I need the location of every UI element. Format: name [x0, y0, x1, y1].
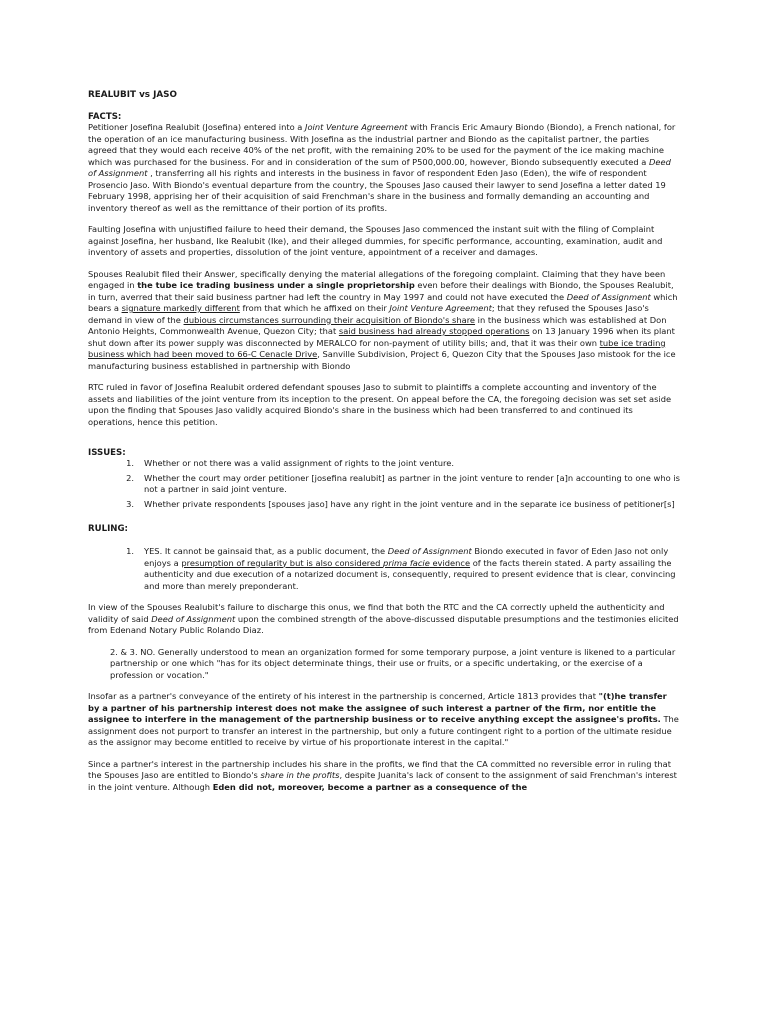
- ruling-paragraph-4: Since a partner's interest in the partnership includes his share in the profits, we find that the CA committed no reversible error in ruling that the Spouses Jaso are entitled to Biondo's share in the profits, despite Juanita's lack of consent to the assignment of said Frenchman's interest in the joint venture. Although Eden did not, moreover, become a partner as a consequence of the: [88, 758, 677, 792]
- ruling-item-2-3: 2. & 3. NO. Generally understood to mean an organization formed for some temporary purpose, a joint venture is likened to a particular partnership or one which "has for its object determinate things, their use or fruits, or a specific undertaking, or the exercise of a profession or vocation.": [110, 646, 676, 680]
- list-item: 3. Whether private respondents [spouses jaso] have any right in the joint venture and in the separate ice business of petitioner[s]: [126, 498, 675, 509]
- facts-paragraph-1: Petitioner Josefina Realubit (Josefina) entered into a Joint Venture Agreement with Francis Eric Amaury Biondo (Biondo), a French national, for the operation of an ice manufacturing business. With Josefina as the industrial partner and Biondo as the capitalist partner, the parties agreed that they would each receive 40% of the net profit, with the remaining 20% to be used for the payment of the ice making machine which was purchased for the business. For and in consideration of the sum of P500,000.00, however, Biondo subsequently executed a Deed of Assignment , transferring all his rights and interests in the business in favor of respondent Eden Jaso (Eden), the wife of respondent Prosencio Jaso. With Biondo's eventual departure from the country, the Spouses Jaso caused their lawyer to send Josefina a letter dated 19 February 1998, apprising her of their acquisition of said Frenchman's share in the business and formally demanding an accounting and inventory thereof as well as the remittance of their portion of its profits.: [88, 122, 676, 213]
- ruling-heading: RULING:: [88, 524, 128, 534]
- facts-paragraph-4: RTC ruled in favor of Josefina Realubit ordered defendant spouses Jaso to submit to plaintiffs a complete accounting and inventory of the assets and liabilities of the joint venture from its inception to the present. On appeal before the CA, the foregoing decision was set set aside upon the finding that Spouses Jaso validly acquired Biondo's share in the business which had been transferred to and continued its operations, hence this petition.: [88, 382, 672, 427]
- issues-list: [88, 458, 680, 510]
- facts-paragraph-2: Faulting Josefina with unjustified failure to heed their demand, the Spouses Jaso commenced the instant suit with the filing of Complaint against Josefina, her husband, Ike Realubit (Ike), and their alleged dummies, for specific performance, accounting, examination, audit and inventory of assets and properties, dissolution of the joint venture, appointment of a receiver and damages.: [88, 224, 663, 257]
- list-item: 2. Whether the court may order petitioner [josefina realubit] as partner in the joint venture to render [a]n accounting to one who is not a partner in said joint venture.: [126, 472, 680, 494]
- facts-paragraph-3: Spouses Realubit filed their Answer, specifically denying the material allegations of the foregoing complaint. Claiming that they have been engaged in the tube ice trading business under a single proprietorship even before their dealings with Biondo, the Spouses Realubit, in turn, averred that their said business partner had left the country in May 1997 and could not have executed the Deed of Assignment which bears a signature markedly different from that which he affixed on their Joint Venture Agreement; that they refused the Spouses Jaso's demand in view of the dubious circumstances surrounding their acquisition of Biondo's share in the business which was established at Don Antonio Heights, Commonwealth Avenue, Quezon City; that said business had already stopped operations on 13 January 1996 when its plant shut down after its power supply was disconnected by MERALCO for non-payment of utility bills; and, that it was their own tube ice trading business which had been moved to 66-C Cenacle Drive, Sanville Subdivision, Project 6, Quezon City that the Spouses Jaso mistook for the ice manufacturing business established in partnership with Biondo: [88, 268, 678, 371]
- issues-heading: ISSUES:: [88, 448, 126, 458]
- ruling-paragraph-3: Insofar as a partner's conveyance of the entirety of his interest in the partnership is concerned, Article 1813 provides that "(t)he transfer by a partner of his partnership interest does not make the assignee of such interest a partner of the firm, nor entitle the assignee to interfere in the management of the partnership business or to receive anything except the assignee's profits. The assignment does not purport to transfer an interest in the partnership, but only a future contingent right to a portion of the ultimate residue as the assignor may become entitled to receive by virtue of his proportionate interest in the capital.": [88, 691, 679, 747]
- list-item: 1. Whether or not there was a valid assignment of rights to the joint venture.: [126, 458, 455, 468]
- facts-heading: FACTS:: [88, 112, 122, 122]
- ruling-paragraph-2: In view of the Spouses Realubit's failure to discharge this onus, we find that both the RTC and the CA correctly upheld the authenticity and validity of said Deed of Assignment upon the combined strength of the above-discussed disputable presumptions and the testimonies elicited from Edenand Notary Public Rolando Diaz.: [88, 602, 679, 635]
- page-title: REALUBIT vs JASO: [88, 90, 177, 100]
- ruling-item-1: 1. YES. It cannot be gainsaid that, as a public document, the Deed of Assignment Biondo executed in favor of Eden Jaso not only enjoys a presumption of regularity but is also considered prima facie evidence of the facts therein stated. A party assailing the authenticity and due execution of a notarized document is, consequently, required to present evidence that is clear, convincing and more than merely preponderant.: [126, 546, 676, 591]
